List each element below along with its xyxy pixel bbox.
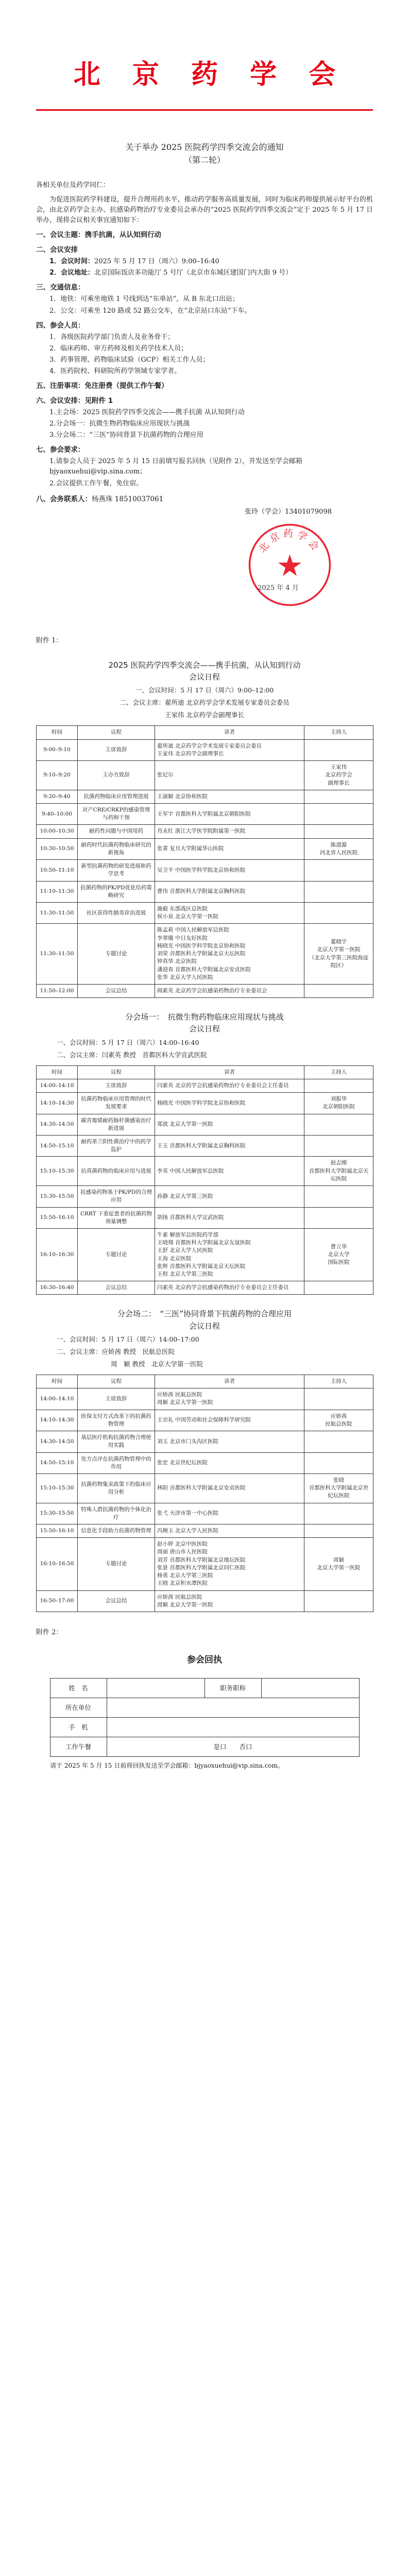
cell-time: 15:10–15:30 [37, 1473, 78, 1503]
table-row [37, 1452, 373, 1473]
attendee-2: 2．临床药师、审方药师及相关药学技术人员； [49, 344, 188, 352]
seal-text: 北京药学会 [257, 528, 323, 555]
reply-row-phone [50, 1718, 359, 1737]
header-topic: 议程 [78, 1065, 155, 1079]
notice-title-line1: 关于举办 2025 医院药学四季交流会的通知 [125, 142, 284, 152]
branch1-time: 一、会议时间：5 月 17 日（周六）14:00–16:40 [57, 1038, 199, 1046]
cell-speaker: 牛素 解放军总医院药学部 王晓翔 首都医科大学附属北京友谊医院 王舒 北京大学人民医院 王海 北京医院 张辉 首都医科大学附属北京天坛医院 王程 北京大学第三医院 [155, 1228, 304, 1281]
section-registration: 五、注册事项：免注册费（提供工作午餐） [36, 382, 168, 391]
cell-time: 10:00–10:30 [37, 825, 78, 838]
section-schedule: 六、会议安排：见附件 1 [36, 397, 113, 405]
header-host: 主持人 [304, 1375, 373, 1388]
cell-topic: 抗真菌药物的临床应用与进展 [78, 1157, 155, 1186]
letterhead [36, 0, 373, 111]
cell-topic: 专题讨论 [78, 924, 155, 985]
cell-host: 张晓 首都医科大学附属北京世纪坛医院 [304, 1473, 373, 1503]
cell-time: 15:30–15:50 [37, 1503, 78, 1524]
cell-speaker: 冯婉玉 北京大学人民医院 [155, 1524, 304, 1538]
header-host: 主持人 [304, 1065, 373, 1079]
red-divider [36, 109, 373, 111]
cell-time: 16:10–16:50 [37, 1538, 78, 1590]
branch1-subtitle: 会议日程 [189, 1024, 220, 1034]
cell-host: 赵志刚 首都医科大学附属北京天坛医院 [304, 1157, 373, 1186]
main-session-agenda-table [36, 725, 373, 998]
cell-speaker: 郑波 北京大学第一医院 [155, 1114, 304, 1135]
cell-host [304, 1452, 373, 1473]
section-contact [36, 494, 373, 505]
header-host: 主持人 [304, 726, 373, 739]
cell-host [304, 1431, 373, 1452]
cell-topic: 抗菌药物临床应用管理的时代发展要求 [78, 1093, 155, 1114]
header-topic: 议程 [78, 1375, 155, 1388]
field-input-unit[interactable] [107, 1698, 359, 1718]
field-label-lunch: 工作午餐 [50, 1737, 107, 1757]
cell-host [304, 860, 373, 881]
meeting-time-value: 2025 年 5 月 17 日（周六）9:00–16:40 [94, 258, 219, 266]
cell-speaker: 张菁 复旦大学附属华山医院 [155, 838, 304, 859]
main-session-chair2: 王家伟 北京药学会副理事长 [165, 711, 244, 719]
cell-speaker: 王军宇 首都医科大学附属北京朝阳医院 [155, 804, 304, 825]
contact-label: 八、会务联系人： [36, 495, 92, 503]
cell-time: 14:10–14:30 [37, 1410, 78, 1431]
cell-topic: CRRT 下重症患者的抗菌药物剂量调整 [78, 1207, 155, 1228]
table-header-row [37, 1065, 373, 1079]
table-row [37, 1079, 373, 1092]
table-row [37, 1410, 373, 1431]
attachment2-label: 附件 2： [36, 1629, 63, 1636]
table-row [37, 1157, 373, 1186]
intro-paragraph: 为促进医院药学科建设，提升合理用药水平，推动药学服务高质量发展，同时为临床药师提供展示好平台的机会，由北京药学会主办、抗感染药物治疗专业委员会承办的“2025 医院药学四季交流会”定于 2025 年 5 月 17 日举办，现将会议相关事宜通知如下： [36, 195, 373, 225]
table-row [37, 1431, 373, 1452]
table-header-row [37, 726, 373, 739]
seal-area [36, 522, 373, 631]
cell-time: 16:30–16:40 [37, 1281, 78, 1295]
cell-speaker: 赵小婷 北京中医医院 周丽 唐山市人民医院 刘芳 首都医科大学附属北京地坛医院 张景 首都医科大学附属北京同仁医院 杨勇 北京大学第三医院 王晓 北京积水潭医院 [155, 1538, 304, 1590]
cell-host [304, 790, 373, 803]
attachment1-label: 附件 1： [36, 636, 63, 645]
meeting-place-key: 2．会议地址： [49, 269, 95, 277]
cell-topic: 抗菌药物集采政策下的临床应用分析 [78, 1473, 155, 1503]
table-row [37, 1114, 373, 1135]
section-requirements: 七、参会要求： [36, 446, 85, 454]
cell-topic: 专题讨论 [78, 1228, 155, 1281]
cell-host: 刘振华 北京朝阳医院 [304, 1093, 373, 1114]
cell-speaker: 张宏 北京世纪坛医院 [155, 1452, 304, 1473]
cell-host [304, 881, 373, 902]
cell-topic: 会议总结 [78, 1281, 155, 1295]
cell-topic: 新型抗菌药物的研发进展和药学思考 [78, 860, 155, 881]
table-row [37, 984, 373, 997]
contact-person-1: 杨燕珠 18510037061 [92, 495, 164, 503]
meeting-time-key: 1．会议时间： [49, 258, 95, 266]
cell-speaker: 王淑颖 北京协和医院 [155, 790, 304, 803]
cell-time: 15:10–15:30 [37, 1157, 78, 1186]
cell-speaker: 肖永红 浙江大学医学院附属第一医院 [155, 825, 304, 838]
meeting-place-value: 北京国际饭店多功能厅 5 号厅（北京市东城区建国门内大街 9 号） [94, 269, 293, 277]
cell-topic: 碳青霉烯耐药肠杆菌感染治疗新进展 [78, 1114, 155, 1135]
cell-time: 11:30–11:50 [37, 902, 78, 923]
meeting-place [36, 268, 373, 278]
table-row [37, 924, 373, 985]
cell-time: 10:30–10:50 [37, 838, 78, 859]
header-time: 时间 [37, 1375, 78, 1388]
field-label-unit: 所在单位 [50, 1698, 107, 1718]
cell-host: 曹立华 北京大学 国际医院 [304, 1228, 373, 1281]
cell-host [304, 1590, 373, 1612]
cell-topic: 专题讨论 [78, 1538, 155, 1590]
cell-speaker: 王宗礼 中国劳动和社会保障科学研究院 [155, 1410, 304, 1431]
field-input-lunch[interactable]: 是口 否口 [107, 1737, 359, 1757]
field-label-phone: 手 机 [50, 1718, 107, 1737]
table-row [37, 1590, 373, 1612]
contact-person-2: 张玲（学会）13401079098 [245, 507, 332, 516]
schedule-main: 1.主会场：2025 医院药学四季交流会——携手抗菌 从认知到行动 [49, 409, 245, 416]
requirement-1: 1.请参会人员于 2025 年 5 月 15 日前填写报名回执（见附件 2），并发送至学会邮箱 bjyaoxuehui@vip.sina.com； [49, 457, 302, 476]
cell-topic: 社区获得性肺炎诊治进展 [78, 902, 155, 923]
schedule-branch2: 3.分会场二：“三医”协同背景下抗菌药物的合理应用 [49, 431, 203, 439]
cell-topic: 对产CRE/CRKP的感染管理与药师干预 [78, 804, 155, 825]
meeting-time [36, 257, 373, 267]
cell-time: 14:50–15:10 [37, 1452, 78, 1473]
cell-time: 14:00–14:10 [37, 1388, 78, 1410]
cell-speaker: 曹伟 首都医科大学附属北京胸科医院 [155, 881, 304, 902]
cell-host [304, 902, 373, 923]
field-input-name[interactable] [107, 1679, 204, 1698]
cell-topic: 耐药性问题与中国用药 [78, 825, 155, 838]
cell-topic: 信息化手段助力抗菌药物管理 [78, 1524, 155, 1538]
attendee-1: 1．各级医院药学部门负责人及业务骨干； [49, 333, 175, 341]
cell-time: 11:30–11:50 [37, 924, 78, 985]
branch1-agenda-table [36, 1065, 373, 1295]
cell-speaker: 闫素英 北京药学会抗感染药物治疗专业委员会主任委员 [155, 1281, 304, 1295]
table-row [37, 1503, 373, 1524]
cell-speaker: 林阳 首都医科大学附属北京安贞医院 [155, 1473, 304, 1503]
cell-topic: 抗菌药物的PK/PD优化给药策略研究 [78, 881, 155, 902]
cell-host [304, 1186, 373, 1207]
table-row [37, 1135, 373, 1156]
cell-speaker: 胡扬 首都医科大学宣武医院 [155, 1207, 304, 1228]
table-row [37, 902, 373, 923]
branch2-chair1: 二、会议主席：应娇茜 教授 民航总医院 [57, 1347, 175, 1355]
cell-speaker: 翟所迪 北京药学会学术发展专家委员会委员 王家伟 北京药学会副理事长 [155, 739, 304, 760]
cell-speaker: 闫素英 北京药学会抗感染药物治疗专业委员会主任委员 [155, 1079, 304, 1092]
cell-time: 11:50–12:00 [37, 984, 78, 997]
branch2-agenda-table [36, 1375, 373, 1612]
cell-topic: 主席致辞 [78, 1079, 155, 1092]
field-input-title[interactable] [261, 1679, 359, 1698]
table-row [37, 739, 373, 760]
cell-host [304, 1388, 373, 1410]
header-speaker: 讲者 [155, 1065, 304, 1079]
cell-topic: 主办方致辞 [78, 761, 155, 790]
branch2-time: 一、会议时间：5 月 17 日（周六）14:00–17:00 [57, 1335, 199, 1343]
cell-time: 14:30–14:50 [37, 1431, 78, 1452]
cell-host [304, 1135, 373, 1156]
cell-time: 16:10–16:30 [37, 1228, 78, 1281]
cell-host [304, 984, 373, 997]
cell-speaker: 陈孟莉 中国人民解放军总医院 李翠娥 中日友好医院 杨晓光 中国医学科学院北京协和医院 刘荣 首都医科大学附属北京天坛医院 钟真华 北京医院 潘迎春 首都医科大学附属北京安贞医院 张华 北京大学人民医院 [155, 924, 304, 985]
table-row [37, 838, 373, 859]
notice-title [36, 141, 373, 167]
official-seal [247, 522, 332, 607]
table-row [37, 804, 373, 825]
cell-topic: 耐药时代抗菌药物临床研究的新视角 [78, 838, 155, 859]
cell-time: 15:50–16:10 [37, 1207, 78, 1228]
cell-time: 14:30–14:50 [37, 1114, 78, 1135]
cell-speaker: 张尼尔 [155, 761, 304, 790]
cell-time: 16:50–17:00 [37, 1590, 78, 1612]
table-row [37, 1207, 373, 1228]
cell-time: 14:10–14:30 [37, 1093, 78, 1114]
cell-speaker: 张弋 天津市第一中心医院 [155, 1503, 304, 1524]
cell-host: 董晓宇 北京大学第一医院 （北京大学第三医院海淀院区） [304, 924, 373, 985]
salutation: 各相关单位及药学同仁： [36, 181, 110, 189]
cell-topic: 抗感染药物基于PK/PD的合理应用 [78, 1186, 155, 1207]
cell-speaker: 阎素英 北京药学会抗感染药物治疗专业委员会 [155, 984, 304, 997]
table-header-row [37, 1375, 373, 1388]
table-row [37, 1538, 373, 1590]
cell-time: 11:10–11:30 [37, 881, 78, 902]
org-name: 北 京 药 学 会 [73, 59, 347, 90]
header-speaker: 讲者 [155, 726, 304, 739]
cell-speaker: 刘玉 北京市门头沟区医院 [155, 1431, 304, 1452]
cell-host [304, 1079, 373, 1092]
table-row [37, 790, 373, 803]
transport-subway: 1．地铁：可乘坐地铁 1 号线到达“东单站”，从 B 东北口出站； [49, 295, 239, 303]
cell-time: 15:30–15:50 [37, 1186, 78, 1207]
cell-host: 周颖 北京大学第一医院 [304, 1538, 373, 1590]
cell-host: 应娇茜 民航总医院 [304, 1410, 373, 1431]
main-session-subtitle: 会议日程 [189, 672, 220, 682]
table-row [37, 825, 373, 838]
table-row [37, 761, 373, 790]
main-session-chair1: 二、会议主席：翟所迪 北京药学会学术发展专家委员会委员 [120, 699, 289, 707]
reply-form-table [50, 1678, 360, 1757]
cell-host [304, 825, 373, 838]
cell-topic: 医保支付方式改革下的抗菌药物管理 [78, 1410, 155, 1431]
cell-topic: 耐药革兰阴性菌治疗中的药学监护 [78, 1135, 155, 1156]
cell-topic: 抗菌药物临床应用管理进展 [78, 790, 155, 803]
cell-topic: 会议总结 [78, 984, 155, 997]
table-row [37, 1186, 373, 1207]
field-label-name: 姓 名 [50, 1679, 107, 1698]
table-row [37, 1228, 373, 1281]
table-row [37, 1093, 373, 1114]
cell-topic: 基层医疗机构抗菌药物合理使用实践 [78, 1431, 155, 1452]
attendee-4: 4．医药院校、科研院所药学领域专家学者。 [49, 367, 181, 376]
field-label-title: 职务职称 [204, 1679, 261, 1698]
cell-speaker: 孙静 北京大学第三医院 [155, 1186, 304, 1207]
branch2-title: 分会场二： “三医”协同背景下抗菌药物的合理应用 [117, 1309, 292, 1319]
section-attendees: 四、参会人员： [36, 321, 85, 330]
table-row [37, 1473, 373, 1503]
branch1-chair: 二、会议主席：闫素英 教授 首都医科大学宣武医院 [57, 1050, 207, 1059]
notice-title-line2: （第二轮） [183, 155, 225, 165]
cell-host [304, 1503, 373, 1524]
transport-bus: 2．公交：可乘坐 120 路或 52 路公交车，在“北京站口东站”下车。 [49, 307, 251, 315]
table-row [37, 1388, 373, 1410]
cell-topic: 处方点评在抗菌药物管理中的作用 [78, 1452, 155, 1473]
header-speaker: 讲者 [155, 1375, 304, 1388]
main-session-time: 一、会议时间：5 月 17 日（周六）9:00–12:00 [135, 686, 274, 694]
cell-time: 9:20–9:40 [37, 790, 78, 803]
cell-time: 10:50–11:10 [37, 860, 78, 881]
table-row [37, 1281, 373, 1295]
cell-host: 陈道源 河北省人民医院 [304, 838, 373, 859]
section-theme: 一、会议主题：携手抗菌，从认知到行动 [36, 231, 161, 240]
cell-host [304, 1114, 373, 1135]
seal-date: 2025 年 4 月 [258, 584, 299, 592]
cell-topic: 会议总结 [78, 1590, 155, 1612]
cell-topic: 主席致辞 [78, 1388, 155, 1410]
cell-host [304, 1207, 373, 1228]
header-topic: 议程 [78, 726, 155, 739]
branch2-subtitle: 会议日程 [189, 1321, 220, 1331]
attendee-3: 3．药事管理、药物临床试验（GCP）相关工作人员； [49, 355, 210, 364]
field-input-phone[interactable] [107, 1718, 359, 1737]
header-time: 时间 [37, 1065, 78, 1079]
cell-host: 王家伟 北京药学会 副理事长 [304, 761, 373, 790]
main-session-title: 2025 医院药学四季交流会——携手抗菌，从认知到行动 [108, 660, 301, 670]
cell-host [304, 804, 373, 825]
cell-speaker: 王玉 首都医科大学附属北京胸科医院 [155, 1135, 304, 1156]
cell-topic: 特殊人群抗菌药物的个体化治疗 [78, 1503, 155, 1524]
cell-time: 14:00–14:10 [37, 1079, 78, 1092]
cell-speaker: 李英 中国人民解放军总医院 [155, 1157, 304, 1186]
cell-speaker: 应娇茜 民航总医院 周颖 北京大学第一医院 [155, 1590, 304, 1612]
table-row [37, 860, 373, 881]
cell-speaker: 施毅 东部战区总医院 侯小泉 北京大学第一医院 [155, 902, 304, 923]
cell-speaker: 吴卫平 中国医学科学院北京协和医院 [155, 860, 304, 881]
branch2-chair2: 周 颖 教授 北京大学第一医院 [111, 1360, 203, 1368]
cell-time: 9:40–10:00 [37, 804, 78, 825]
table-row [37, 881, 373, 902]
cell-time: 9:10–9:20 [37, 761, 78, 790]
requirement-2: 2.会议提供工作午餐，免住宿。 [49, 479, 143, 487]
cell-host [304, 739, 373, 760]
cell-speaker: 应娇茜 民航总医院 周颖 北京大学第一医院 [155, 1388, 304, 1410]
cell-topic: 主席致辞 [78, 739, 155, 760]
cell-time: 14:50–15:10 [37, 1135, 78, 1156]
reply-note: 请于 2025 年 5 月 15 日前将回执发送至学会邮箱：bjyaoxuehui@vip.sina.com。 [50, 1762, 284, 1770]
cell-host [304, 1524, 373, 1538]
reply-form-title: 参会回执 [187, 1655, 222, 1666]
section-arrangement: 二、会议安排 [36, 246, 78, 255]
reply-row-lunch [50, 1737, 359, 1757]
reply-row-unit [50, 1698, 359, 1718]
cell-speaker: 杨晓光 中国医学科学院北京协和医院 [155, 1093, 304, 1114]
table-row [37, 1524, 373, 1538]
cell-time: 9:00–9:10 [37, 739, 78, 760]
reply-row-name [50, 1679, 359, 1698]
branch1-title: 分会场一： 抗微生物药物临床应用现状与挑战 [125, 1012, 284, 1022]
cell-time: 15:50–16:10 [37, 1524, 78, 1538]
header-time: 时间 [37, 726, 78, 739]
section-transport: 三、交通信息： [36, 283, 85, 292]
cell-host [304, 1281, 373, 1295]
schedule-branch1: 2.分会场一：抗微生物药物临床应用现状与挑战 [49, 420, 190, 428]
